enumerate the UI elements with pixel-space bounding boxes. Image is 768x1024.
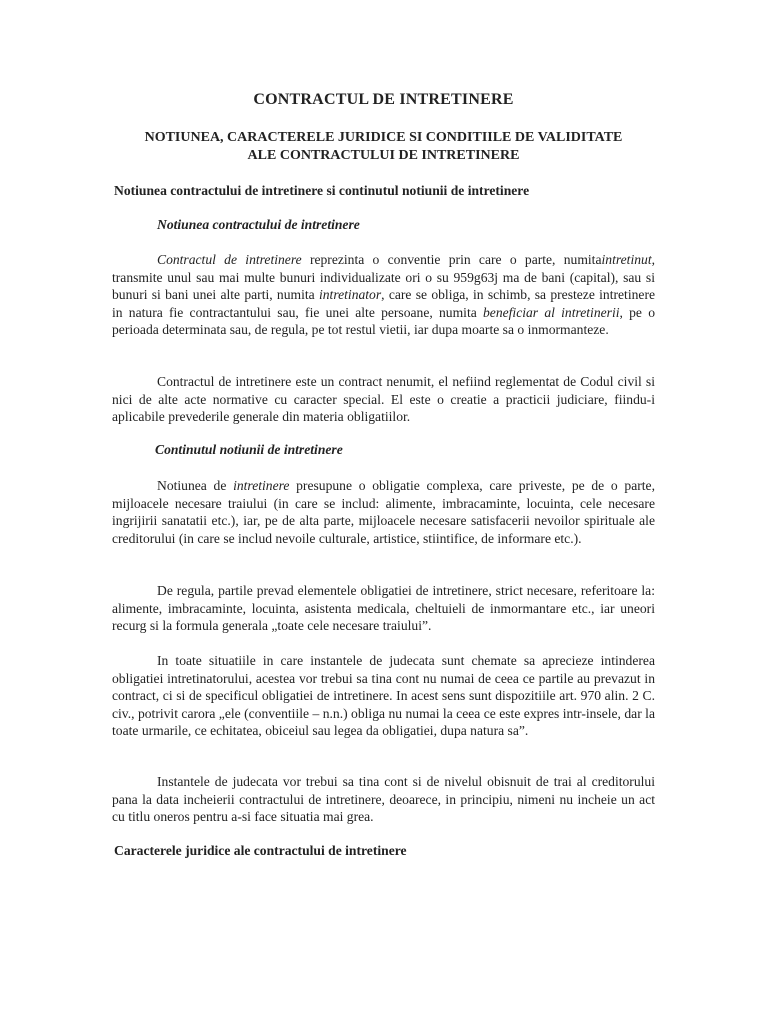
- subsection-heading-notiunea: Notiunea contractului de intretinere: [157, 217, 360, 232]
- subsection-heading-continutul: Continutul notiunii de intretinere: [155, 442, 343, 457]
- paragraph-definition: Contractul de intretinere reprezinta o conventie prin care o parte, numitaintretinut, transmite unul sau mai multe bunuri individualizate ori o su 959g63j ma de bani (capital), sau si bunuri si bani unei alte parti, numita intretinator, care se obliga, in schimb, sa presteze intretinere in natura fie contractantului sau, fie unei alte persoane, numita beneficiar al intretinerii, pe o perioada determinata sau, de regula, pe tot restul vietii, iar dupa moarte sa o inmormanteze.: [112, 252, 656, 338]
- document-title: CONTRACTUL DE INTRETINERE: [253, 91, 514, 108]
- section-heading-notiunea: Notiunea contractului de intretinere si continutul notiunii de intretinere: [114, 183, 530, 198]
- document-subtitle: [112, 129, 655, 165]
- paragraph-nenumit: Contractul de intretinere este un contract nenumit, el nefiind reglementat de Codul civil si nici de alte acte normative cu caracter special. El este o creatie a practicii judiciare, fiindu-i aplicabile prevederile generale din materia obligatiilor.: [112, 374, 655, 425]
- section-heading-caracterele: Caracterele juridice ale contractului de intretinere: [114, 843, 407, 858]
- paragraph-instante: In toate situatiile in care instantele de judecata sunt chemate sa aprecieze intinderea obligatiei intretinatorului, acestea vor trebui sa tina cont nu numai de ceea ce partile au prevazut in contract, ci si de specificul obligatiei de intretinere. In acest sens sunt dispozitiile art. 970 alin. 2 C. civ., potrivit carora „ele (conventiile – n.n.) obliga nu numai la ceea ce este expres intr-insele, dar la toate urmarile, ce echitatea, obiceiul sau legea da obligatiei, dupa natura sa”.: [112, 653, 655, 739]
- subtitle-line-1: NOTIUNEA, CARACTERELE JURIDICE SI CONDITIILE DE VALIDITATE: [144, 130, 623, 145]
- paragraph-elemente: De regula, partile prevad elementele obligatiei de intretinere, strict necesare, referitoare la: alimente, imbracaminte, locuinta, asistenta medicala, cheltuieli de inmormantare etc., iar uneori recurg si la formula generala „toate cele necesare traiului”.: [112, 583, 655, 634]
- paragraph-nivel-trai: Instantele de judecata vor trebui sa tina cont si de nivelul obisnuit de trai al creditorului pana la data incheierii contractului de intretinere, deoarece, in principiu, nimeni nu incheie un act cu titlu oneros pentru a-si face situatia mai grea.: [112, 774, 655, 825]
- subtitle-line-2: ALE CONTRACTULUI DE INTRETINERE: [247, 148, 520, 163]
- paragraph-notiunea-intretinere: Notiunea de intretinere presupune o obligatie complexa, care priveste, pe de o parte, mijloacele necesare traiului (in care se includ: alimente, imbracaminte, locuinta, cele necesare ingrijirii sanatatii etc.), iar, pe de alta parte, mijloacele necesare satisfacerii nevoilor spirituale ale creditorului (in care se includ nevoile culturale, artistice, stiintifice, de informare etc.).: [112, 478, 655, 546]
- term-contract: Contractul de intretinere: [157, 252, 302, 267]
